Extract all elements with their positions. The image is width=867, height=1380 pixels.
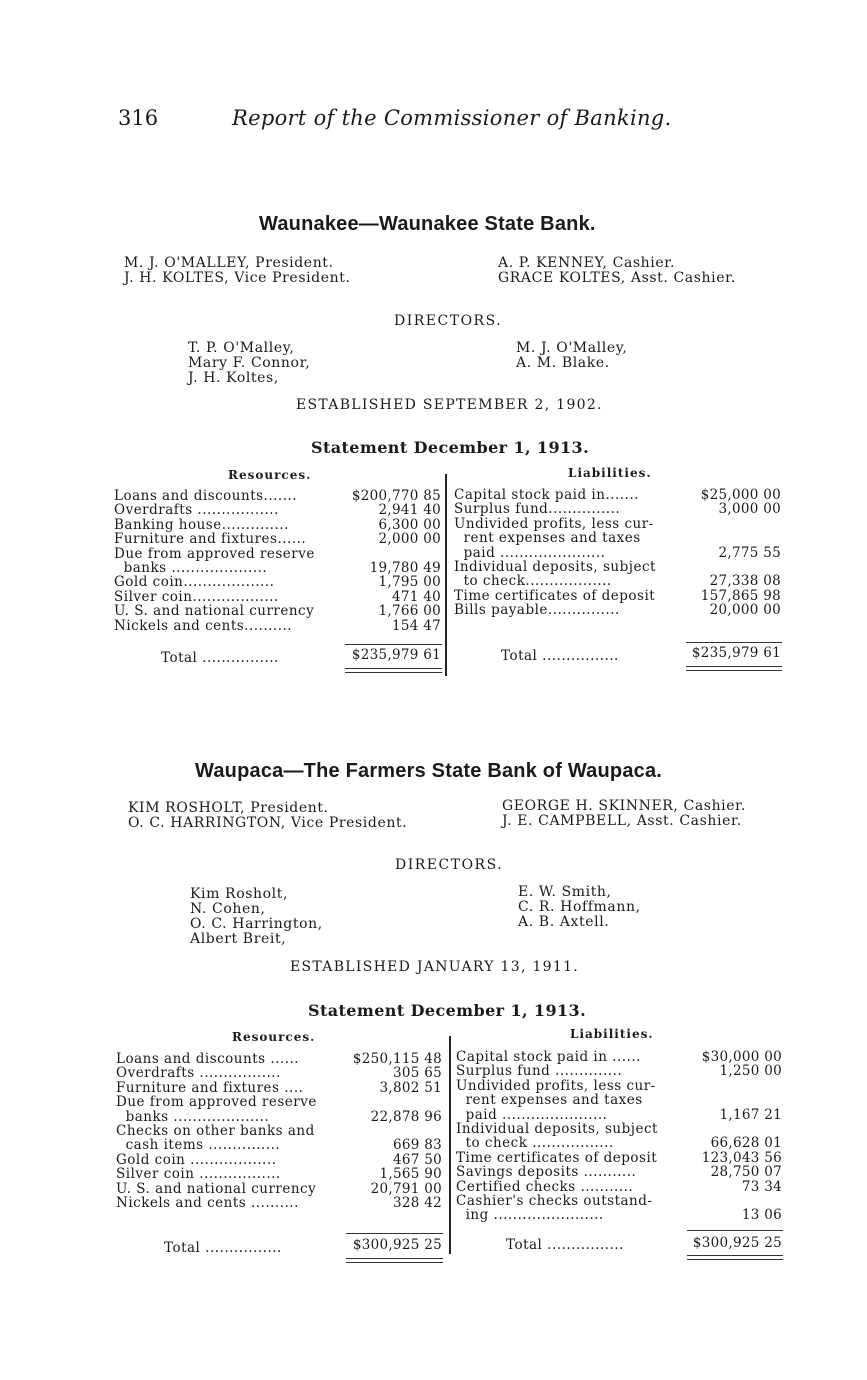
statement-heading: Statement December 1, 1913. xyxy=(308,1001,587,1020)
directors-right: M. J. O'Malley, A. M. Blake. xyxy=(516,340,628,371)
liabilities-double-rule xyxy=(687,1259,783,1260)
resources-double-rule xyxy=(346,1258,443,1259)
directors-right: E. W. Smith, C. R. Hoffmann, A. B. Axtell. xyxy=(518,884,641,930)
liabilities-double-rule xyxy=(687,1255,783,1256)
resources-sum-rule xyxy=(345,644,442,645)
directors-left: T. P. O'Malley, Mary F. Connor, J. H. Koltes, xyxy=(188,340,311,386)
resources-double-rule xyxy=(346,1262,443,1263)
liabilities-labels: Capital stock paid in ...... Surplus fund .............. Undivided profits, less cur- rent expenses and taxes paid ...................... Individual deposits, subject to check ................. Time certificates of deposit Savings deposits ........... Certified checks ........... Cashier's checks outstand- ing ....................... xyxy=(456,1049,658,1224)
officers-left: M. J. O'MALLEY, President. J. H. KOLTES, Vice President. xyxy=(124,255,351,286)
officers-right: GEORGE H. SKINNER, Cashier. J. E. CAMPBELL, Asst. Cashier. xyxy=(502,798,746,829)
resources-double-rule xyxy=(345,668,442,669)
officers-left: KIM ROSHOLT, President. O. C. HARRINGTON, Vice President. xyxy=(128,800,408,831)
column-divider xyxy=(449,1036,451,1254)
resources-double-rule xyxy=(345,672,442,673)
liabilities-heading: Liabilities. xyxy=(570,1027,654,1041)
liabilities-total-value: $300,925 25 xyxy=(692,1235,782,1251)
statement-heading: Statement December 1, 1913. xyxy=(311,438,590,457)
liabilities-values: $25,000 00 3,000 00 2,775 55 27,338 08 157,865 98 20,000 00 xyxy=(700,487,781,619)
resources-total-value: $300,925 25 xyxy=(352,1237,442,1253)
liabilities-total-value: $235,979 61 xyxy=(691,645,781,661)
resources-values: $250,115 48 305 65 3,802 51 22,878 96 669 83 467 50 1,565 90 20,791 00 328 42 xyxy=(352,1051,442,1212)
resources-total-label: Total ................ xyxy=(164,1240,282,1256)
bank-title: Waunakee—Waunakee State Bank. xyxy=(259,213,596,235)
liabilities-values: $30,000 00 1,250 00 1,167 21 66,628 01 123,043 56 28,750 07 73 34 13 06 xyxy=(701,1049,782,1224)
liabilities-labels: Capital stock paid in....... Surplus fund............... Undivided profits, less cur- rent expenses and taxes paid ...................... Individual deposits, subject to check.................. Time certificates of deposit Bills payable............... xyxy=(454,487,656,619)
resources-labels: Loans and discounts....... Overdrafts ................. Banking house.............. Furniture and fixtures...... Due from approved reserve banks .................... Gold coin................... Silver coin.................. U. S. and national currency Nickels and cents.......... xyxy=(114,488,315,634)
resources-heading: Resources. xyxy=(228,468,312,482)
established-date: ESTABLISHED JANUARY 13, 1911. xyxy=(290,959,580,975)
officers-right: A. P. KENNEY, Cashier. GRACE KOLTES, Asst. Cashier. xyxy=(498,255,736,286)
resources-values: $200,770 85 2,941 40 6,300 00 2,000 00 19,780 49 1,795 00 471 40 1,766 00 154 47 xyxy=(351,488,441,634)
resources-sum-rule xyxy=(346,1233,443,1234)
bank-title: Waupaca—The Farmers State Bank of Waupaca. xyxy=(195,760,663,782)
liabilities-total-label: Total ................ xyxy=(506,1237,624,1253)
liabilities-total-label: Total ................ xyxy=(501,648,619,664)
liabilities-double-rule xyxy=(686,670,782,671)
directors-heading: DIRECTORS. xyxy=(394,313,503,329)
liabilities-heading: Liabilities. xyxy=(568,466,652,480)
resources-total-label: Total ................ xyxy=(161,650,279,666)
liabilities-sum-rule xyxy=(687,1230,783,1231)
directors-left: Kim Rosholt, N. Cohen, O. C. Harrington, Albert Breit, xyxy=(190,886,323,947)
established-date: ESTABLISHED SEPTEMBER 2, 1902. xyxy=(296,397,603,413)
column-divider xyxy=(445,474,447,676)
resources-labels: Loans and discounts ...... Overdrafts ................. Furniture and fixtures .... Due from approved reserve banks .................... Checks on other banks and cash items ............... Gold coin .................. Silver coin ................. U. S. and national currency Nickels and cents .......... xyxy=(116,1051,317,1212)
resources-total-value: $235,979 61 xyxy=(351,647,441,663)
page-number: 316 xyxy=(118,106,159,130)
directors-heading: DIRECTORS. xyxy=(395,857,504,873)
liabilities-sum-rule xyxy=(686,642,782,643)
liabilities-double-rule xyxy=(686,666,782,667)
resources-heading: Resources. xyxy=(232,1030,316,1044)
running-head: Report of the Commissioner of Banking. xyxy=(232,106,672,130)
